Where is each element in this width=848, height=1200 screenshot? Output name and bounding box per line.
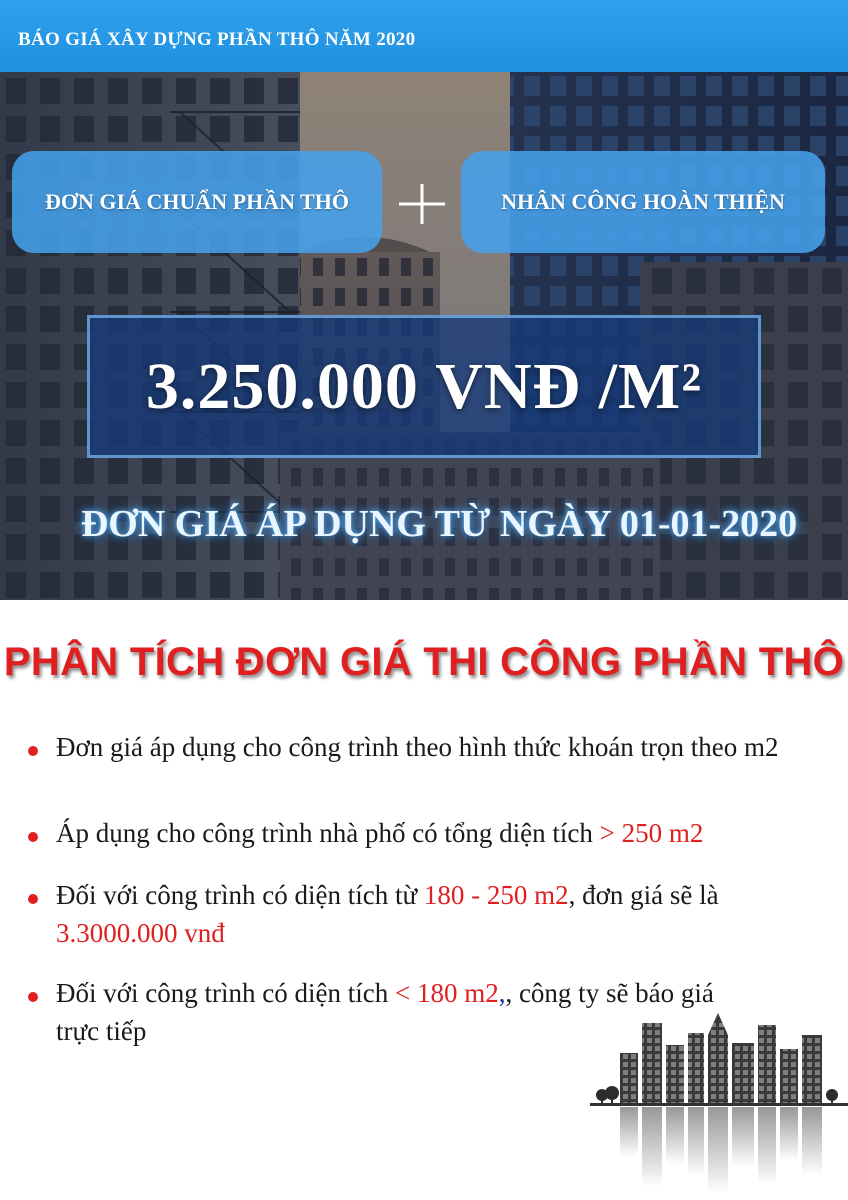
bullet-highlight: < 180 m2 <box>394 978 499 1008</box>
list-item <box>28 728 826 766</box>
price-box <box>87 315 761 458</box>
labor-finishing-label: NHÂN CÔNG HOÀN THIỆN <box>461 151 825 253</box>
bullet-text: Đơn giá áp dụng cho công trình theo hình thức khoán trọn theo m2 <box>56 732 779 762</box>
section-title: PHÂN TÍCH ĐƠN GIÁ THI CÔNG PHẦN THÔ <box>3 640 845 684</box>
list-item <box>28 876 826 952</box>
bullet-highlight: 180 - 250 m2 <box>423 880 569 910</box>
red-dot-icon <box>28 746 38 756</box>
price-value: 3.250.000 VNĐ /M² <box>145 349 703 423</box>
bullet-text: Đối với công trình có diện tích từ <box>56 880 424 910</box>
red-dot-icon <box>28 992 38 1002</box>
bullet-highlight: > 250 m2 <box>599 818 704 848</box>
header-bar <box>0 0 848 72</box>
standard-price-label: ĐƠN GIÁ CHUẨN PHẦN THÔ <box>12 151 382 253</box>
bullet-text-tail: , công ty sẽ báo giá trực tiếp <box>56 978 714 1046</box>
bullet-text-mid: , đơn giá sẽ là <box>568 880 719 910</box>
city-skyline-icon <box>590 1005 848 1195</box>
page-title: BÁO GIÁ XÂY DỰNG PHẦN THÔ NĂM 2020 <box>18 29 416 50</box>
bullet-text: Đối với công trình có diện tích <box>56 978 395 1008</box>
red-dot-icon <box>28 894 38 904</box>
red-dot-icon <box>28 832 38 842</box>
hero-banner <box>0 72 848 600</box>
bullet-highlight-price: 3.3000.000 vnđ <box>56 918 225 948</box>
effective-date: ĐƠN GIÁ ÁP DỤNG TỪ NGÀY 01-01-2020 <box>80 503 798 545</box>
bullet-text: Áp dụng cho công trình nhà phố có tổng diện tích <box>56 818 600 848</box>
list-item <box>28 814 826 852</box>
bullet-comma: , <box>498 978 506 1008</box>
plus-icon <box>397 182 447 226</box>
